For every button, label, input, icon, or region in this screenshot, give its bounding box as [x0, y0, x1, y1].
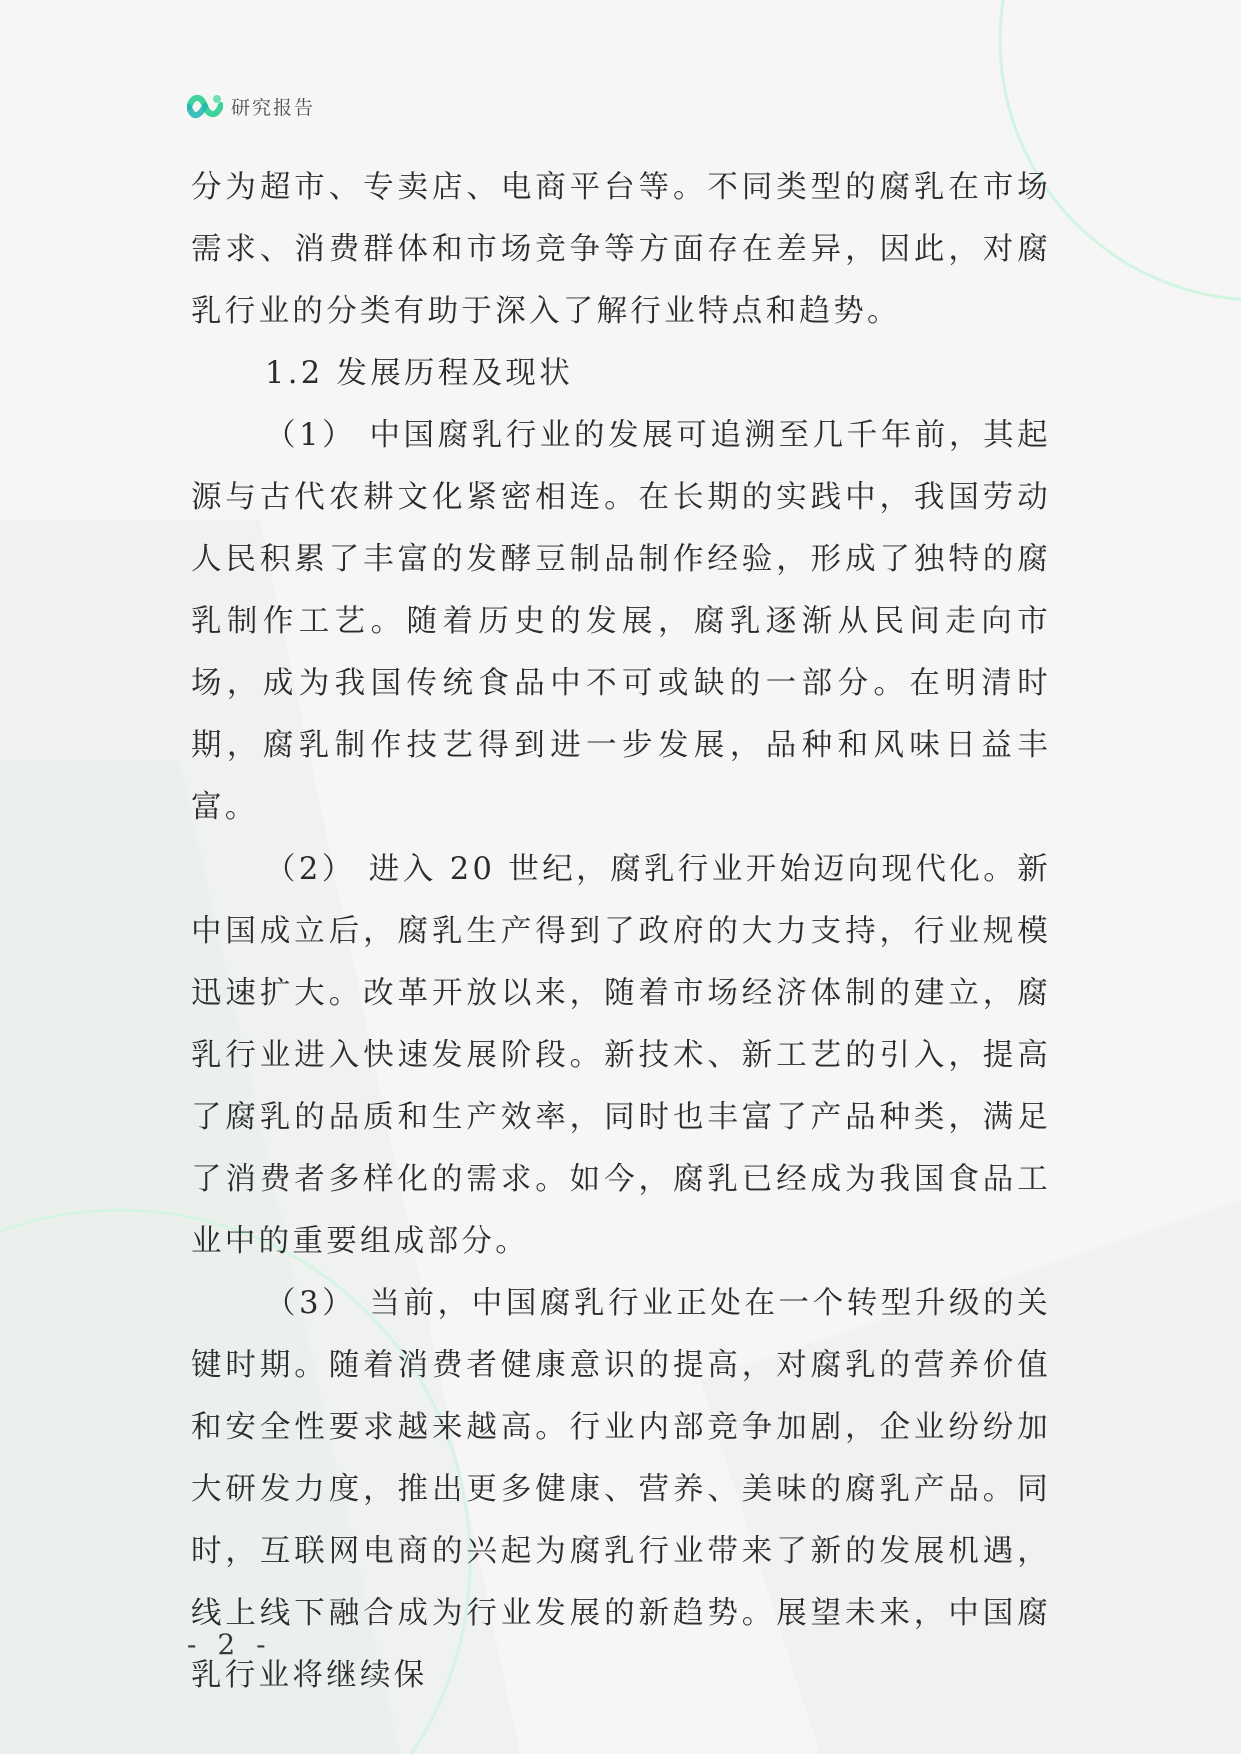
paragraph-1: （1） 中国腐乳行业的发展可追溯至几千年前，其起源与古代农耕文化紧密相连。在长期的实践中，我国劳动人民积累了丰富的发酵豆制品制作经验，形成了独特的腐乳制作工艺。随着历史的发展，腐乳逐渐从民间走向市场，成为我国传统食品中不可或缺的一部分。在明清时期，腐乳制作技艺得到进一步发展，品种和风味日益丰富。	[191, 418, 1051, 825]
header-title: 研究报告	[231, 96, 316, 119]
paragraph-continuation: 分为超市、专卖店、电商平台等。不同类型的腐乳在市场需求、消费群体和市场竞争等方面存在差异，因此，对腐乳行业的分类有助于深入了解行业特点和趋势。	[191, 170, 1051, 329]
section-heading: 1.2 发展历程及现状	[265, 356, 573, 391]
page-number: - 2 -	[187, 1628, 272, 1661]
paragraph-2: （2） 进入 20 世纪，腐乳行业开始迈向现代化。新中国成立后，腐乳生产得到了政府的大力支持，行业规模迅速扩大。改革开放以来，随着市场经济体制的建立，腐乳行业进入快速发展阶段。新技术、新工艺的引入，提高了腐乳的品质和生产效率，同时也丰富了产品种类，满足了消费者多样化的需求。如今，腐乳已经成为我国食品工业中的重要组成部分。	[191, 852, 1051, 1259]
brand-logo-icon	[187, 91, 223, 121]
document-body	[191, 157, 1051, 1707]
report-header	[187, 88, 315, 124]
paragraph-3: （3） 当前，中国腐乳行业正处在一个转型升级的关键时期。随着消费者健康意识的提高，对腐乳的营养价值和安全性要求越来越高。行业内部竞争加剧，企业纷纷加大研发力度，推出更多健康、营养、美味的腐乳产品。同时，互联网电商的兴起为腐乳行业带来了新的发展机遇，线上线下融合成为行业发展的新趋势。展望未来，中国腐乳行业将继续保	[191, 1286, 1051, 1693]
